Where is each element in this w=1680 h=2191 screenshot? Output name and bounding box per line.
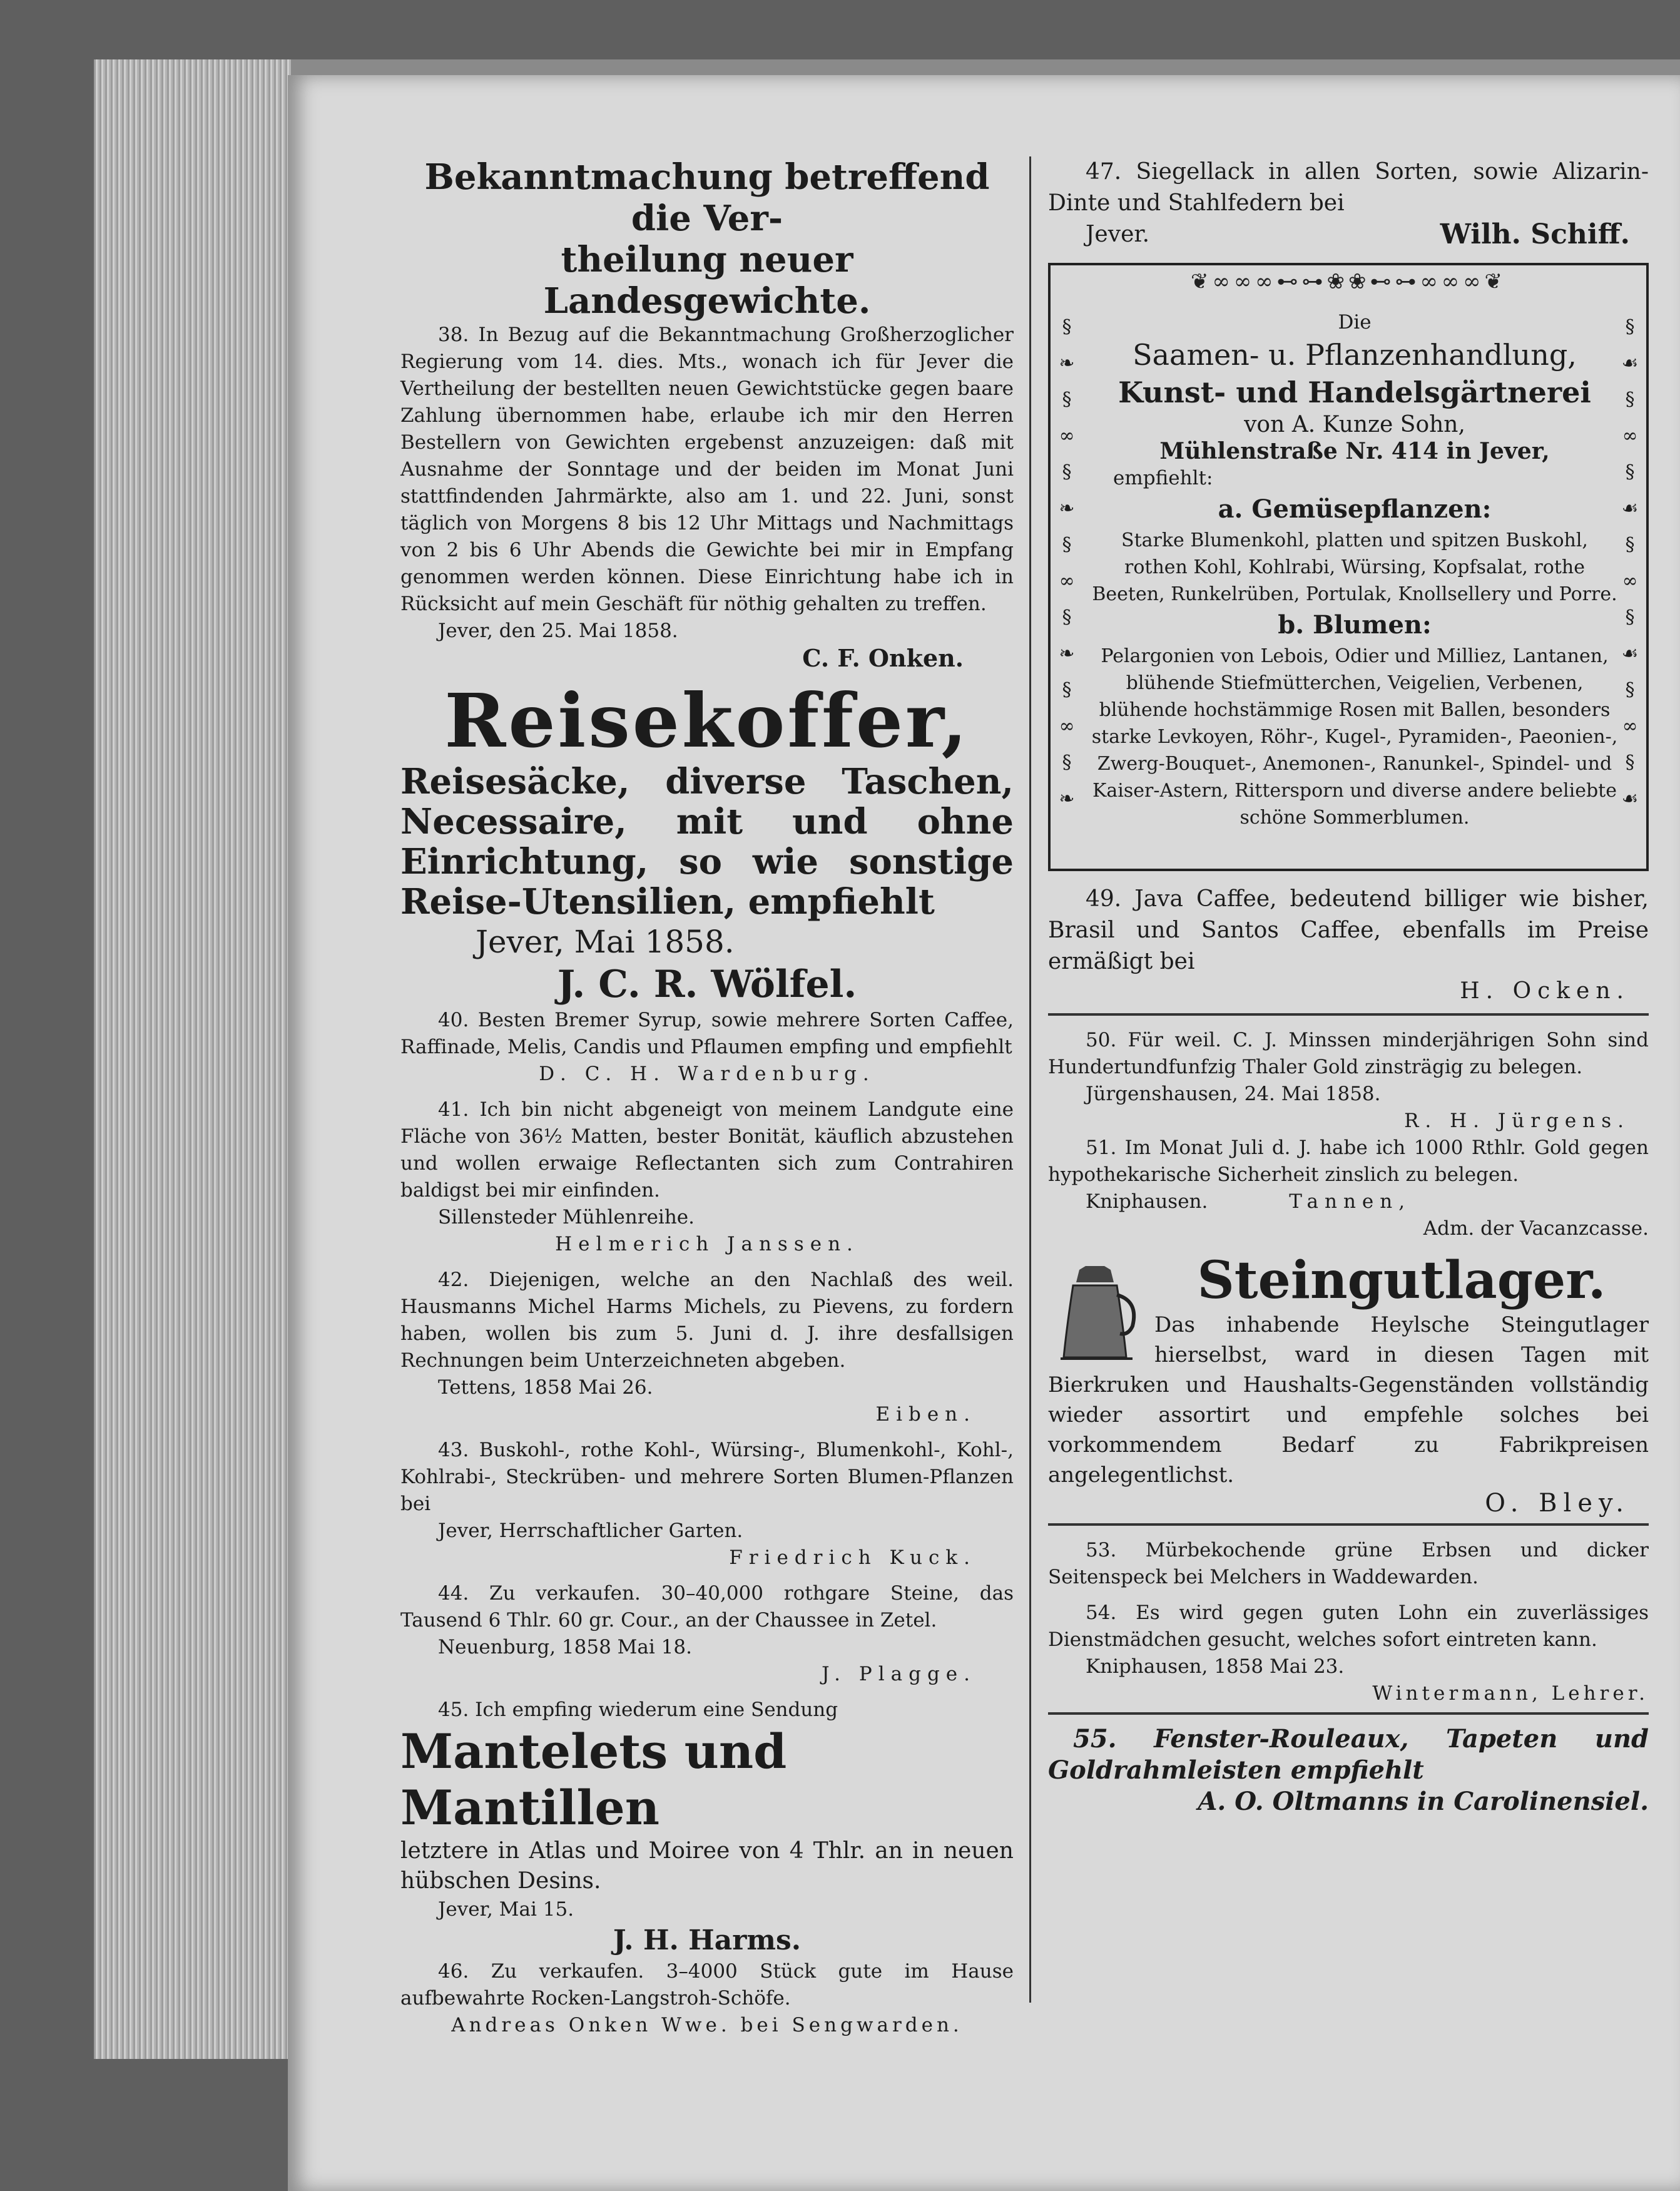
notice-41-signature: Helmerich Janssen. <box>555 1233 859 1255</box>
notice-50-text: 50. Für weil. C. J. Minssen minderjährigen Sohn sind Hundertundfunfzig Thaler Gold zinsträgig zu belegen. <box>1048 1029 1649 1078</box>
ornament-top-border: ❦∞∞∞⊷⊶❀❀⊷⊶∞∞∞❦ <box>1191 269 1506 294</box>
notice-40-text: 40. Besten Bremer Syrup, sowie mehrere Sorten Caffee, Raffinade, Melis, Candis und Pflaumen empfing und empfiehlt <box>400 1009 1014 1058</box>
notice-52 <box>1048 1251 1649 1517</box>
separator-rule-2 <box>1048 1523 1649 1526</box>
notice-44-date: Neuenburg, 1858 Mai 18. <box>438 1636 692 1658</box>
notice-48-address: Mühlenstraße Nr. 414 in Jever, <box>1159 438 1550 464</box>
right-column <box>1048 156 1649 1817</box>
notice-38-text: 38. In Bezug auf die Bekanntmachung Großherzoglicher Regierung vom 14. dies. Mts., wonach ich für Jever die Vertheilung der bestellten neuen Gewichtstücke gegen baare Zahlung übernommen habe, erlaube ich mir den Herren Bestellern von Gewichten ergebenst anzuzeigen: daß mit Ausnahme der Sonntage und der beiden im Monat Juni stattfindenden Jahrmärkte, also am 1. und 22. Juni, sonst täglich von Morgens 8 bis 12 Uhr Mittags und Nachmittags von 2 bis 6 Uhr Abends die Gewichte bei mir in Empfang genommen werden können. Diese Einrichtung habe ich in Rücksicht auf mein Geschäft für nöthig gehalten zu treffen. <box>400 324 1014 615</box>
notice-38-date: Jever, den 25. Mai 1858. <box>438 620 678 642</box>
notice-42-text: 42. Diejenigen, welche an den Nachlaß des weil. Hausmanns Michel Harms Michels, zu Pievens, zu fordern haben, wollen bis zum 5. Juni d. J. ihre desfallsigen Rechnungen beim Unterzeichneten abgeben. <box>400 1269 1014 1372</box>
notice-47-signature: Wilh. Schiff. <box>1440 218 1630 250</box>
notice-48-section-a: a. Gemüsepflanzen: <box>1218 494 1492 524</box>
notice-45-body: letztere in Atlas und Moiree von 4 Thlr. an in neuen hübschen Desins. <box>400 1838 1014 1894</box>
notice-44-text: 44. Zu verkaufen. 30–40,000 rothgare Steine, das Tausend 6 Thlr. 60 gr. Cour., an der Chaussee in Zetel. <box>400 1582 1014 1632</box>
notice-48-section-a-text: Starke Blumenkohl, platten und spitzen Buskohl, rothen Kohl, Kohlrabi, Würsing, Kopfsalat, rothe Beeten, Runkelrüben, Portulak, Knollsellery und Porre. <box>1092 529 1617 605</box>
separator-rule <box>1048 1013 1649 1016</box>
notice-55-text: 55. Fenster-Rouleaux, Tapeten und Goldrahmleisten empfiehlt <box>1048 1724 1649 1785</box>
notice-48-von: von A. Kunze Sohn, <box>1244 412 1465 437</box>
notice-47-text: 47. Siegellack in allen Sorten, sowie Alizarin-Dinte und Stahlfedern bei <box>1048 159 1649 216</box>
notice-51-signature: Tannen, <box>1289 1190 1412 1213</box>
ornament-right-border: § ☙ § ∞ § ☙ § ∞ § ☙ § ∞ § ☙ <box>1621 316 1639 810</box>
column-divider <box>1029 156 1031 2003</box>
notice-46-text: 46. Zu verkaufen. 3–4000 Stück gute im Hause aufbewahrte Rocken-Langstroh-Schöfe. <box>400 1960 1014 2010</box>
notice-44-signature: J. Plagge. <box>822 1663 976 1685</box>
notice-49-text: 49. Java Caffee, bedeutend billiger wie bisher, Brasil und Santos Caffee, ebenfalls im Preise ermäßigt bei <box>1048 886 1649 974</box>
reisekoffer-signature: J. C. R. Wölfel. <box>557 963 857 1006</box>
notice-52-signature: O. Bley. <box>1485 1489 1630 1518</box>
notice-42-date: Tettens, 1858 Mai 26. <box>438 1376 653 1399</box>
notice-46-signature: Andreas Onken Wwe. bei Sengwarden. <box>451 2014 963 2036</box>
separator-rule-3 <box>1048 1712 1649 1715</box>
notice-51-place-line <box>1048 1188 1649 1215</box>
notice-48-empfiehlt: empfiehlt: <box>1113 467 1213 489</box>
notice-47-place-text: Jever. <box>1086 222 1150 247</box>
notice-48-section-b-text: Pelargonien von Lebois, Odier und Milliez, Lantanen, blühende Stiefmütterchen, Veigelien, Verbenen, blühende hochstämmige Rosen mit Ballen, besonders starke Levkoyen, Röhr-, Kugel-, Pyramiden-, Paeonien-, Zwerg-Bouquet-, Anemonen-, Ranunkel-, Spindel- und Kaiser-Astern, Rittersporn und diverse andere beliebte schöne Sommerblumen. <box>1091 645 1618 829</box>
notice-52-title: Steingutlager. <box>1197 1250 1606 1310</box>
notice-41-place: Sillensteder Mühlenreihe. <box>438 1206 695 1228</box>
notice-41-text: 41. Ich bin nicht abgeneigt von meinem Landgute eine Fläche von 36½ Matten, bester Bonität, käuflich abzustehen und wollen erwaige Reflectanten sich zum Contrahiren baldigst bei mir einfinden. <box>400 1098 1014 1202</box>
notice-43-text: 43. Buskohl-, rothe Kohl-, Würsing-, Blumenkohl-, Kohl-, Kohlrabi-, Steckrüben- und mehrere Sorten Blumen-Pflanzen bei <box>400 1439 1014 1515</box>
notice-42-signature: Eiben. <box>875 1403 976 1426</box>
notice-title-line2: theilung neuer Landesgewichte. <box>543 239 871 322</box>
notice-title-line1: Bekanntmachung betreffend die Ver- <box>424 156 990 239</box>
notice-48-ornamental-box <box>1048 263 1649 871</box>
reisekoffer-subtitle: Reisesäcke, diverse Taschen, Necessaire, mit und ohne Einrichtung, so wie sonstige Reise-Utensilien, empfiehlt <box>400 761 1014 922</box>
notice-45-text: 45. Ich empfing wiederum eine Sendung <box>438 1698 838 1721</box>
notice-49-signature: H. Ocken. <box>1460 978 1630 1004</box>
notice-45-title: Mantelets und Mantillen <box>400 1724 787 1836</box>
notice-54-date: Kniphausen, 1858 Mai 23. <box>1086 1655 1345 1678</box>
notice-48-section-b: b. Blumen: <box>1278 610 1432 640</box>
notice-52-text: Das inhabende Heylsche Steingutlager hierselbst, ward in diesen Tagen mit Bierkruken und Haushalts-Gegenständen vollständig wieder assortirt und empfehle solches bei vorkommendem Bedarf zu Fabrikpreisen angelegentlichst. <box>1048 1312 1649 1488</box>
notice-53-text: 53. Mürbekochende grüne Erbsen und dicker Seitenspeck bei Melchers in Waddewarden. <box>1048 1539 1649 1588</box>
notice-51-place: Kniphausen. <box>1086 1190 1208 1213</box>
reisekoffer-title: Reisekoffer, <box>444 677 970 764</box>
notice-48-die: Die <box>1338 311 1372 334</box>
reisekoffer-date: Jever, Mai 1858. <box>476 924 735 960</box>
notice-48-title2: Kunst- und Handelsgärtnerei <box>1118 375 1591 409</box>
notice-54-signature: Wintermann, Lehrer. <box>1372 1682 1649 1705</box>
notice-51-text: 51. Im Monat Juli d. J. habe ich 1000 Rthlr. Gold gegen hypothekarische Sicherheit zinslich zu belegen. <box>1048 1136 1649 1186</box>
notice-43-signature: Friedrich Kuck. <box>729 1546 976 1569</box>
left-column <box>400 156 1014 2039</box>
book-page-edges <box>94 59 291 2059</box>
notice-55-signature: A. O. Oltmanns in Carolinensiel. <box>1198 1787 1649 1816</box>
notice-45-signature: J. H. Harms. <box>613 1924 802 1956</box>
notice-43-place: Jever, Herrschaftlicher Garten. <box>438 1519 743 1542</box>
newspaper-page <box>288 75 1680 2191</box>
notice-47-place <box>1048 219 1649 250</box>
notice-48-title1: Saamen- u. Pflanzenhandlung, <box>1133 338 1577 372</box>
notice-38-signature: C. F. Onken. <box>802 644 964 672</box>
notice-50-signature: R. H. Jürgens. <box>1404 1110 1630 1132</box>
notice-54-text: 54. Es wird gegen guten Lohn ein zuverlässiges Dienstmädchen gesucht, welches sofort eintreten kann. <box>1048 1601 1649 1651</box>
notice-40-signature: D. C. H. Wardenburg. <box>539 1063 875 1085</box>
stoneware-jug-icon <box>1048 1257 1142 1364</box>
ornament-left-border: § ❧ § ∞ § ❧ § ∞ § ❧ § ∞ § ❧ <box>1059 316 1075 810</box>
notice-50-date: Jürgenshausen, 24. Mai 1858. <box>1086 1083 1381 1105</box>
notice-51-signature-2: Adm. der Vacanzcasse. <box>1423 1217 1649 1240</box>
notice-45-date: Jever, Mai 15. <box>438 1898 574 1921</box>
